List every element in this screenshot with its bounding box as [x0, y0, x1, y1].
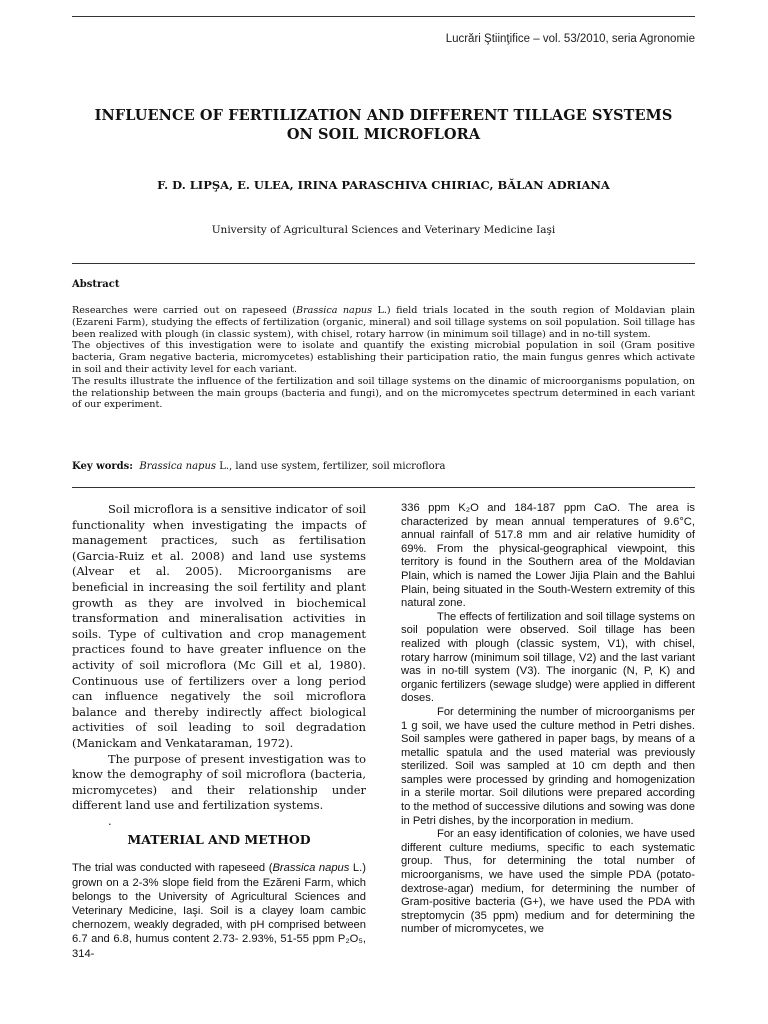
keywords-bottom-rule: [72, 487, 695, 488]
species-name: Brassica napus: [296, 305, 373, 316]
top-rule: [72, 16, 695, 17]
method-paragraph-continued: 336 ppm K₂O and 184-187 ppm CaO. The area is characterized by mean annual temperatures of 9.6°C, annual rainfall of 517.8 mm and air relative humidity of 69%. From the physical-geographical viewpoint, this territory is found in the Southern area of the Moldavian Plain, which is named the Lower Jijia Plain and the Bahlui Plain, being situated in the South-Western extremity of this natural zone.: [401, 502, 695, 610]
keywords: Key words: Brassica napus L., land use system, fertilizer, soil microflora: [72, 461, 446, 472]
right-column: [401, 502, 695, 937]
journal-header: Lucrări Ştiinţifice – vol. 53/2010, seria Agronomie: [445, 33, 695, 45]
abstract-heading: Abstract: [72, 279, 120, 290]
method-text: L.) grown on a 2-3% slope field from the Ezăreni Farm, which belongs to the University of Agricultural Sciences and Veterinary Medicine, Iaşi. Soil is a clayey loam cambic chernozem, weakly degraded, with pH comprised between 6.7 and 6.8, humus content 2.73- 2.93%, 51-55 ppm P₂O₅, 314-: [72, 862, 366, 960]
title-line-2: ON SOIL MICROFLORA: [286, 126, 481, 143]
abstract-text: L.) field trials located in the south region of Moldavian plain (Ezareni Farm), studying the effects of fertilization (organic, mineral) and soil tillage systems on soil population. Soil tillage has been realized with plough (in classic system), with chisel, rotary harrow (in minimum soil tillage) and in no-till system.: [72, 305, 696, 340]
method-paragraph-1: [72, 861, 366, 960]
method-paragraph-3: For determining the number of microorganisms per 1 g soil, we have used the culture method in Petri dishes. Soil samples were gathered in paper bags, by means of a metallic spatula and the used material was previously sterilized. Soil was sampled at 10 cm depth and then samples were processed by grinding and homogenization in a sterile mortar. Soil dilutions were prepared according to the method of successive dilutions and sowing was done in Petri dishes, by the incorporation in medium.: [401, 705, 695, 827]
abstract-text: Researches were carried out on rapeseed (: [72, 305, 297, 316]
method-paragraph-2: The effects of fertilization and soil tillage systems on soil population were observed. Soil tillage has been realized with plough (classic system, V1), with chisel, rotary harrow (minimum soil tillage, V2) and the last variant was in no-till system (V3). The inorganic (N, P, K) and organic fertilizers (sewage sludge) were applied in different doses.: [401, 610, 695, 705]
species-name: Brassica napus: [272, 862, 350, 875]
abstract-paragraph-3: The results illustrate the influence of the fertilization and soil tillage systems on the dinamic of microorganisms population, on the relationship between the main groups (bacteria and fungi), and on the micromycetes spectrum determined in each variant of our experiment.: [72, 375, 695, 411]
abstract-paragraph-2: The objectives of this investigation were to isolate and quantify the existing microbial population in soil (Gram positive bacteria, Gram negative bacteria, micromycetes) establishing their participation ratio, the main fungus genres which activate in soil and their activity level for each variant.: [72, 340, 695, 375]
keywords-label: Key words: [72, 461, 130, 472]
abstract-top-rule: [72, 263, 695, 264]
authors: F. D. LIPŞA, E. ULEA, IRINA PARASCHIVA CHIRIAC, BĂLAN ADRIANA: [157, 178, 610, 192]
intro-paragraph-2: The purpose of present investigation was to know the demography of soil microflora (bacteria, micromycetes) and their relationship under different land use and fertilization systems.: [72, 751, 366, 813]
affiliation: University of Agricultural Sciences and Veterinary Medicine Iaşi: [211, 224, 556, 236]
keywords-list: L., land use system, fertilizer, soil microflora: [216, 461, 446, 472]
left-column: [72, 502, 366, 961]
method-paragraph-4: For an easy identification of colonies, we have used different culture mediums, specific to each systematic group. Thus, for determining the total number of microorganisms, we have used the simple PDA (potato-dextrose-agar) medium, for determining the number of Gram-positive bacteria (G+), we have used the PDA with streptomycin (35 ppm) medium and for determining the number of micromycetes, we: [401, 828, 695, 936]
keywords-species: Brassica napus: [139, 461, 217, 472]
paper-title: [72, 106, 695, 144]
title-line-1: INFLUENCE OF FERTILIZATION AND DIFFERENT TILLAGE SYSTEMS: [94, 107, 673, 124]
intro-paragraph-1: Soil microflora is a sensitive indicator of soil functionality when investigating the impacts of management practices, such as fertilisation (Garcia-Ruiz et al. 2008) and land use systems (Alvear et al. 2005). Microorganisms are beneficial in increasing the soil fertility and plant growth as they are involved in biochemical transformation and mineralisation activities in soils. Type of cultivation and crop management practices found to have greater influence on the activity of soil microflora (Mc Gill et al, 1980). Continuous use of fertilizers over a long period can influence negatively the soil microflora balance and thereby indirectly affect biological activities of soil leading to soil degradation (Manickam and Venkataraman, 1972).: [72, 502, 366, 750]
abstract-body: [72, 305, 695, 411]
section-heading: MATERIAL AND METHOD: [127, 831, 311, 847]
method-text: The trial was conducted with rapeseed (: [72, 862, 273, 875]
stray-dot: .: [108, 813, 112, 828]
abstract-paragraph-1: [72, 305, 695, 340]
